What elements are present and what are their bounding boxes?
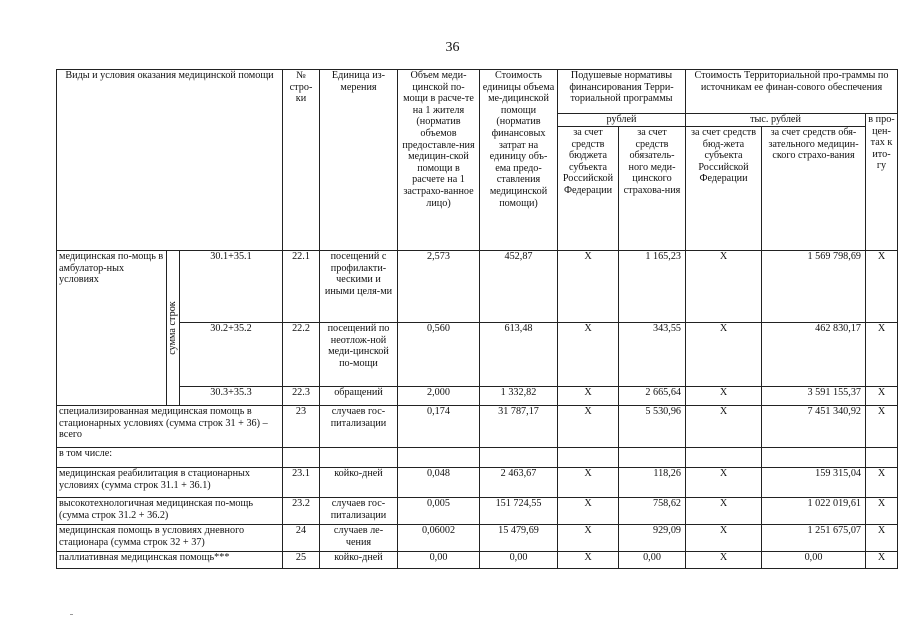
row-oms-norm: 118,26 [619,468,686,498]
row-budget-norm: X [558,323,619,387]
row-pct: X [866,387,898,406]
table-row [57,552,898,569]
row-oms-cost: 3 591 155,37 [762,387,866,406]
row-budget-norm: X [558,251,619,323]
vertical-sum-label: сумма строк [167,251,180,406]
row-oms-norm: 343,55 [619,323,686,387]
row-budget-norm: X [558,498,619,525]
header-pct: в про-цен-тах к ито-гу [866,114,898,251]
row-oms-cost: 462 830,17 [762,323,866,387]
medical-care-cost-table [56,69,898,569]
row-budget-cost: X [686,525,762,552]
table-row [57,448,898,468]
table-row [57,525,898,552]
row-pct: X [866,525,898,552]
row-unit: случаев ле-чения [320,525,398,552]
row-volume: 0,174 [398,406,480,448]
row-oms-norm: 0,00 [619,552,686,569]
row-label: паллиативная медицинская помощь*** [57,552,283,569]
scan-speck [70,614,73,615]
row-budget-cost: X [686,387,762,406]
row-oms-norm: 2 665,64 [619,387,686,406]
row-formula: 30.1+35.1 [180,251,283,323]
row-budget-cost: X [686,251,762,323]
row-unit: обращений [320,387,398,406]
row-budget-norm: X [558,387,619,406]
table-row [57,323,898,387]
row-label: медицинская реабилитация в стационарных условиях (сумма строк 31.1 + 36.1) [57,468,283,498]
row-pct: X [866,552,898,569]
header-unit-rub: рублей [558,114,686,127]
row-pct: X [866,468,898,498]
row-oms-cost: 1 569 798,69 [762,251,866,323]
table-row [57,468,898,498]
row-formula: 30.2+35.2 [180,323,283,387]
header-budget-cost: за счет средств бюд-жета субъекта Российской Федерации [686,127,762,251]
row-cost: 0,00 [480,552,558,569]
row-label: высокотехнологичная медицинская по-мощь (сумма строк 31.2 + 36.2) [57,498,283,525]
row-oms-cost: 0,00 [762,552,866,569]
header-row-no: № стро-ки [283,70,320,251]
header-budget-norm: за счет средств бюджета субъекта Российской Федерации [558,127,619,251]
row-budget-cost: X [686,323,762,387]
table-row [57,387,898,406]
header-unit: Единица из-мерения [320,70,398,251]
row-volume: 0,560 [398,323,480,387]
row-unit: случаев гос-питализации [320,406,398,448]
row-budget-norm: X [558,468,619,498]
row-budget-cost: X [686,468,762,498]
row-pct: X [866,251,898,323]
row-unit: посещений по неотлож-ной меди-цинской по-мощи [320,323,398,387]
including-label: в том числе: [57,448,283,468]
page-number: 36 [445,40,460,55]
row-budget-norm: X [558,525,619,552]
row-unit: посещений с профилакти-ческими и иными целя-ми [320,251,398,323]
header-kind: Виды и условия оказания медицинской помощи [57,70,283,251]
row-cost: 2 463,67 [480,468,558,498]
row-cost: 613,48 [480,323,558,387]
row-budget-cost: X [686,498,762,525]
row-cost: 151 724,55 [480,498,558,525]
row-oms-norm: 929,09 [619,525,686,552]
row-oms-norm: 758,62 [619,498,686,525]
header-cost: Стоимость единицы объема ме-дицинской помощи (норматив финансовых затрат на единицу объ-ема предо-ставления медицинской помощи) [480,70,558,251]
header-volume: Объем меди-цинской по-мощи в расче-те на 1 жителя (норматив объемов предоставле-ния медицин-ской помощи в расчете на 1 застрахо-ванное лицо) [398,70,480,251]
row-pct: X [866,406,898,448]
row-budget-norm: X [558,552,619,569]
row-cost: 15 479,69 [480,525,558,552]
row-oms-cost: 1 251 675,07 [762,525,866,552]
row-volume: 0,048 [398,468,480,498]
row-no: 23.2 [283,498,320,525]
row-cost: 452,87 [480,251,558,323]
row-no: 23.1 [283,468,320,498]
row-unit: койко-дней [320,468,398,498]
row-budget-norm: X [558,406,619,448]
row-volume: 0,005 [398,498,480,525]
row-oms-norm: 5 530,96 [619,406,686,448]
header-cost-group: Стоимость Территориальной про-граммы по источникам ее финан-сового обеспечения [686,70,898,114]
row-label: медицинская помощь в условиях дневного стационара (сумма строк 32 + 37) [57,525,283,552]
row-volume: 0,06002 [398,525,480,552]
row-unit: койко-дней [320,552,398,569]
row-no: 22.2 [283,323,320,387]
table-row [57,251,898,323]
row-cost: 1 332,82 [480,387,558,406]
row-budget-cost: X [686,552,762,569]
table-row [57,406,898,448]
row-oms-cost: 7 451 340,92 [762,406,866,448]
header-oms-norm: за счет средств обязатель-ного меди-цинского страхова-ния [619,127,686,251]
header-norms-group: Подушевые нормативы финансирования Терри-ториальной программы [558,70,686,114]
row-no: 22.1 [283,251,320,323]
header-oms-cost: за счет средств обя-зательного медицин-ского страхо-вания [762,127,866,251]
row-volume: 2,000 [398,387,480,406]
row-cost: 31 787,17 [480,406,558,448]
row-no: 24 [283,525,320,552]
row-oms-cost: 159 315,04 [762,468,866,498]
row-volume: 0,00 [398,552,480,569]
row-pct: X [866,323,898,387]
row-no: 23 [283,406,320,448]
row-volume: 2,573 [398,251,480,323]
row-oms-norm: 1 165,23 [619,251,686,323]
row-no: 25 [283,552,320,569]
specialized-label: специализированная медицинская помощь в стационарных условиях (сумма строк 31 + 36) – всего [57,406,283,448]
row-unit: случаев гос-питализации [320,498,398,525]
row-budget-cost: X [686,406,762,448]
row-oms-cost: 1 022 019,61 [762,498,866,525]
row-formula: 30.3+35.3 [180,387,283,406]
row-pct: X [866,498,898,525]
outpatient-label: медицинская по-мощь в амбулатор-ных условиях [57,251,167,406]
header-unit-thousand-rub: тыс. рублей [686,114,866,127]
table-row [57,498,898,525]
row-no: 22.3 [283,387,320,406]
